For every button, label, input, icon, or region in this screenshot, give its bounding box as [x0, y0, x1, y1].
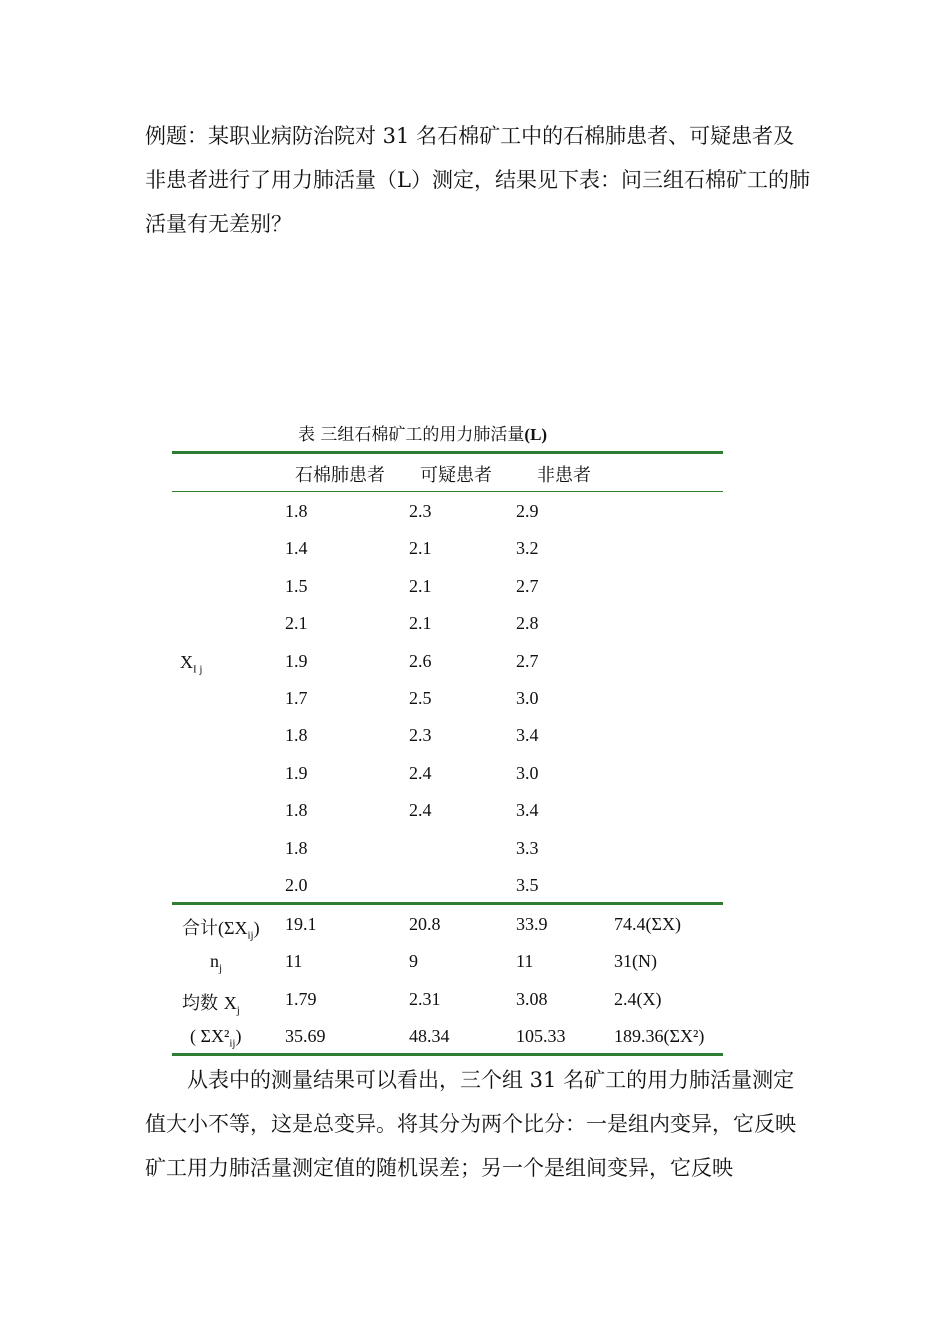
- summary-cell: 3.08: [516, 989, 548, 1009]
- summary-cell: 35.69: [285, 1026, 326, 1046]
- summary-cell: 20.8: [409, 914, 441, 934]
- summary-label: $n_j$: [210, 951, 223, 975]
- table-cell: 2.3: [409, 725, 432, 746]
- table-cell: 2.8: [516, 613, 539, 634]
- summary-label: 均数 $X_j$: [182, 993, 240, 1017]
- summary-cell: 11: [516, 951, 534, 971]
- summary-cell: 189.36(ΣX²): [614, 1026, 705, 1046]
- table-cell: 2.7: [516, 575, 539, 596]
- summary-label: 合计$(\Sigma X_{ij})$: [182, 918, 260, 942]
- table-cell: 2.4: [409, 800, 432, 821]
- table-cell: 2.3: [409, 501, 432, 521]
- table-cell: 2.7: [516, 650, 539, 671]
- table-cell: 1.8: [285, 837, 308, 858]
- table-cell: 3.4: [516, 725, 539, 746]
- summary-cell: 11: [285, 951, 303, 971]
- summary-cell: 19.1: [285, 914, 317, 934]
- summary-cell: 2.4(X): [614, 989, 662, 1009]
- table-cell: 2.5: [409, 688, 432, 708]
- table-cell: 1.7: [285, 688, 308, 708]
- summary-cell: 2.31: [409, 989, 441, 1009]
- summary-cell: 31(N): [614, 951, 657, 971]
- table-cell: 2.9: [516, 501, 539, 521]
- row-label-xij: $X_{I j}$: [180, 652, 203, 676]
- header-rule: [172, 491, 723, 492]
- table-cell: 2.1: [409, 575, 432, 596]
- summary-cell: 74.4(ΣX): [614, 914, 681, 934]
- summary-cell: 105.33: [516, 1026, 566, 1046]
- table-cell: 3.4: [516, 800, 539, 821]
- table-bottom-rule: [172, 1053, 723, 1056]
- summary-cell: 48.34: [409, 1026, 450, 1046]
- intro-paragraph: 例题：某职业病防治院对 31 名石棉矿工中的石棉肺患者、可疑患者及非患者进行了用力肺活量（L）测定，结果见下表：问三组石棉矿工的肺活量有无差别？: [145, 124, 810, 236]
- summary-cell: 9: [409, 951, 418, 971]
- table-cell: 3.5: [516, 875, 539, 895]
- table-cell: 2.1: [409, 613, 432, 634]
- conclusion-paragraph: 从表中的测量结果可以看出，三个组 31 名矿工的用力肺活量测定值大小不等，这是总变异。将其分为两个比分：一是组内变异，它反映矿工用力肺活量测定值的随机误差；另一个是组间变异，它反映: [145, 1068, 796, 1180]
- summary-cell: 33.9: [516, 914, 548, 934]
- table-cell: 3.3: [516, 837, 539, 858]
- table-cell: 2.1: [285, 613, 308, 634]
- table-cell: 2.1: [409, 538, 432, 559]
- table-cell: 1.8: [285, 501, 308, 521]
- table-cell: 1.8: [285, 725, 308, 746]
- table-cell: 3.2: [516, 538, 539, 559]
- header-non-patient: 非患者: [537, 465, 591, 486]
- summary-label: ( $\Sigma X^2_{ij}$): [190, 1026, 242, 1050]
- table-cell: 1.9: [285, 762, 308, 783]
- summary-cell: 1.79: [285, 989, 317, 1009]
- table-caption: [298, 420, 547, 445]
- table-cell: 1.9: [285, 650, 308, 671]
- table-top-rule: [172, 451, 723, 454]
- table-cell: 2.4: [409, 762, 432, 783]
- table-cell: 1.8: [285, 800, 308, 821]
- header-asbestosis: 石棉肺患者: [295, 465, 385, 486]
- header-suspected: 可疑患者: [420, 465, 492, 486]
- table-cell: 1.4: [285, 538, 308, 559]
- table-cell: 2.0: [285, 875, 308, 895]
- table-cell: 2.6: [409, 650, 432, 671]
- table-cell: 1.5: [285, 575, 308, 596]
- table-caption-unit: (L): [524, 425, 548, 444]
- table-cell: 3.0: [516, 762, 539, 783]
- summary-top-rule: [172, 902, 723, 905]
- table-cell: 3.0: [516, 688, 539, 708]
- table-caption-text: 表 三组石棉矿工的用力肺活量: [298, 425, 525, 445]
